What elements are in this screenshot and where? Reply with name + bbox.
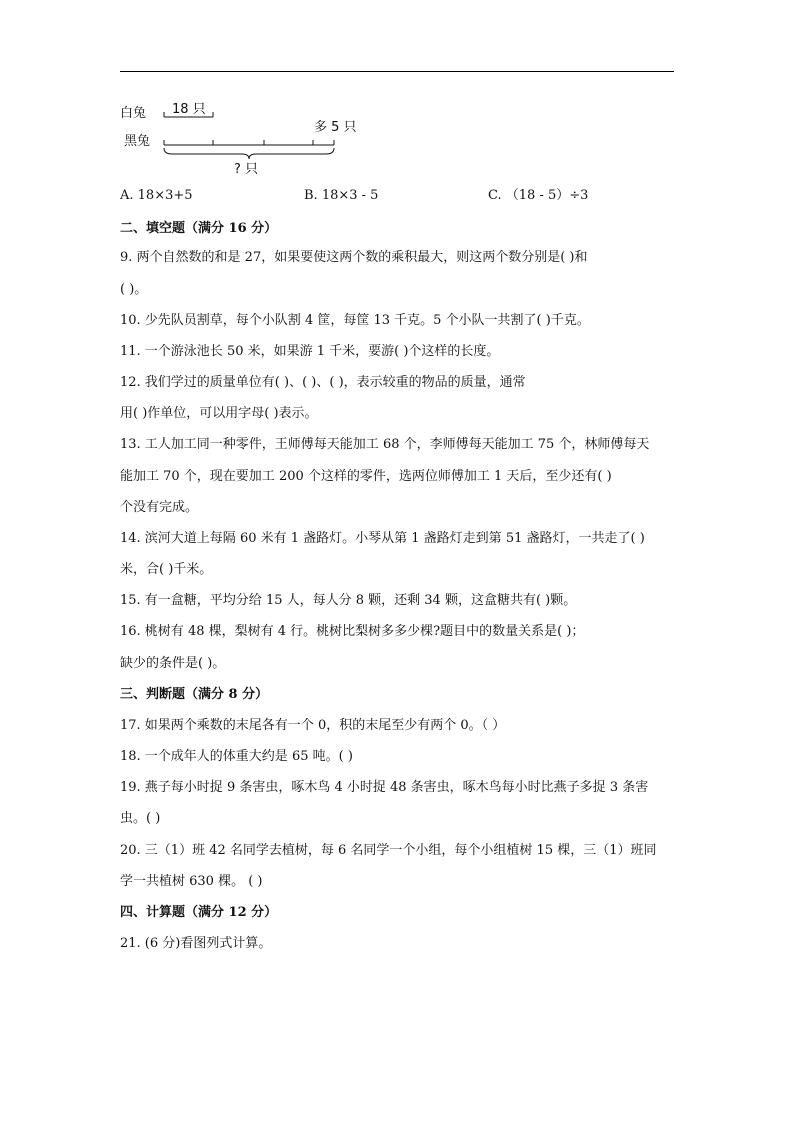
q21: 21. (6 分)看图列式计算。 [120, 936, 272, 951]
label-18: 18 只 [172, 102, 206, 117]
q9-line1: 9. 两个自然数的和是 27，如果要使这两个数的乘积最大，则这两个数分别是( )和 [120, 250, 588, 265]
label-black-rabbit: 黑兔 [124, 134, 151, 149]
q13-line1: 13. 工人加工同一种零件，王师傅每天能加工 68 个，李师傅每天能加工 75 个，林师傅每天 [120, 437, 650, 452]
header-rule [120, 71, 674, 72]
q13-line2: 能加工 70 个，现在要加工 200 个这样的零件，选两位师傅加工 1 天后，至少还有( ) [120, 469, 612, 484]
rabbit-segment-diagram [112, 95, 372, 185]
q18: 18. 一个成年人的体重大约是 65 吨。( ) [120, 749, 353, 764]
q19-line2: 虫。( ) [120, 811, 161, 826]
q13-line3: 个没有完成。 [120, 500, 199, 515]
option-c: C. （18 - 5）÷3 [488, 188, 589, 203]
q16-line1: 16. 桃树有 48 棵，梨树有 4 行。桃树比梨树多多少棵?题目中的数量关系是( )； [120, 624, 585, 639]
q12-line1: 12. 我们学过的质量单位有( )、( )、( )，表示较重的物品的质量，通常 [120, 375, 526, 390]
q12-line2: 用( )作单位，可以用字母( )表示。 [120, 406, 318, 421]
option-a: A. 18×3+5 [120, 188, 193, 203]
section4-title: 四、计算题（满分 12 分） [120, 905, 278, 920]
q20-line1: 20. 三（1）班 42 名同学去植树，每 6 名同学一个小组，每个小组植树 15 棵，三（1）班同 [120, 843, 657, 858]
q15: 15. 有一盒糖，平均分给 15 人，每人分 8 颗，还剩 34 颗，这盒糖共有( )颗。 [120, 593, 577, 608]
label-question: ? 只 [234, 162, 259, 177]
q10: 10. 少先队员割草，每个小队割 4 筐，每筐 13 千克。5 个小队一共割了( )千克。 [120, 313, 590, 328]
q14-line1: 14. 滨河大道上每隔 60 米有 1 盏路灯。小琴从第 1 盏路灯走到第 51 盏路灯，一共走了( ) [120, 531, 645, 546]
q16-line2: 缺少的条件是( )。 [120, 656, 226, 671]
q19-line1: 19. 燕子每小时捉 9 条害虫，啄木鸟 4 小时捉 48 条害虫，啄木鸟每小时比燕子多捉 3 条害 [120, 780, 649, 795]
label-white-rabbit: 白兔 [120, 106, 147, 121]
total-brace [164, 148, 334, 159]
section3-title: 三、判断题（满分 8 分） [120, 687, 269, 702]
q20-line2: 学一共植树 630 棵。 ( ) [120, 874, 263, 889]
section2-title: 二、填空题（满分 16 分） [120, 221, 278, 236]
q14-line2: 米，合( )千米。 [120, 562, 213, 577]
label-more-5: 多 5 只 [314, 120, 357, 135]
option-b: B. 18×3 - 5 [304, 188, 379, 203]
q11: 11. 一个游泳池长 50 米，如果游 1 千米，要游( )个这样的长度。 [120, 344, 500, 359]
q9-line2: ( )。 [120, 282, 148, 297]
q17: 17. 如果两个乘数的末尾各有一个 0，积的末尾至少有两个 0。（ ） [120, 718, 506, 733]
